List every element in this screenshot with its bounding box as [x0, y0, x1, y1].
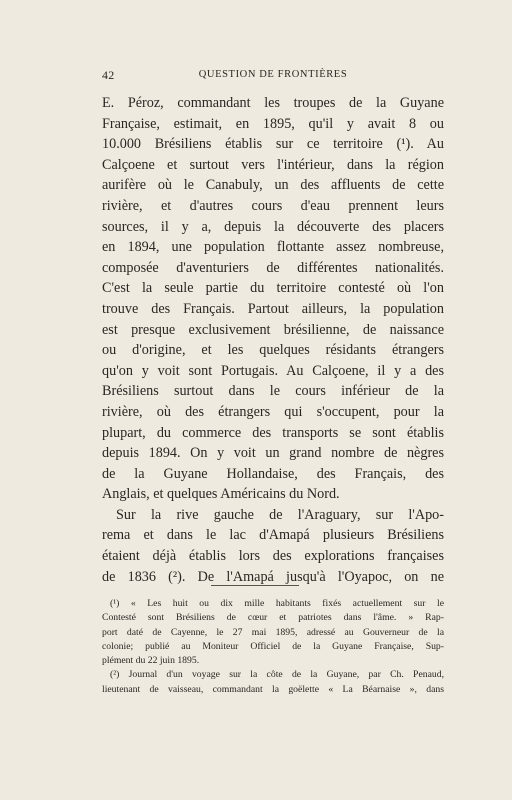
text-line: aurifère où le Canabuly, un des affluents de cette [102, 177, 444, 194]
text-line: Calçoene et surtout vers l'intérieur, dans la région [102, 156, 444, 173]
text-line: Anglais, et quelques Américains du Nord. [102, 486, 340, 503]
footnotes [102, 597, 444, 697]
text-line: 10.000 Brésiliens établis sur ce territoire (¹). Au [102, 136, 444, 153]
footnote-line: port daté de Cayenne, le 27 mai 1895, adressé au Gouverneur de la [102, 626, 444, 638]
text-line: plupart, du commerce des transports se sont établis [102, 424, 444, 441]
text-line: rivière, où des étrangers qui s'occupent, pour la [102, 403, 444, 420]
text-line: depuis 1894. On y voit un grand nombre de nègres [102, 445, 444, 462]
footnote-line: colonie; publié au Moniteur Officiel de la Guyane Française, Sup- [102, 640, 444, 652]
page-header [102, 68, 444, 84]
text-line: C'est la seule partie du territoire contesté où l'on [102, 280, 444, 297]
text-line: est presque exclusivement brésilienne, de naissance [102, 321, 444, 338]
footnote-line: lieutenant de vaisseau, commandant la goëlette « La Béarnaise », dans [102, 683, 444, 695]
text-line: composée d'aventuriers de différentes nationalités. [102, 259, 444, 276]
text-line: rema et dans le lac d'Amapá plusieurs Brésiliens [102, 527, 444, 544]
text-line: de 1836 (²). De l'Amapá jusqu'à l'Oyapoc, on ne [102, 568, 444, 585]
text-line: Brésiliens surtout dans le cours inférieur de la [102, 383, 444, 400]
footnote-line: plément du 22 juin 1895. [102, 655, 200, 667]
text-line: qu'on y voit sont Portugais. Au Calçoene, il y a des [102, 362, 444, 379]
footnote-line: (²) Journal d'un voyage sur la côte de la Guyane, par Ch. Penaud, [110, 669, 444, 681]
text-line: de la Guyane Hollandaise, des Français, des [102, 465, 444, 482]
text-line: Sur la rive gauche de l'Araguary, sur l'Apo- [116, 506, 444, 523]
footnote-divider [211, 585, 299, 586]
text-line: en 1894, une population flottante assez nombreuse, [102, 239, 444, 256]
text-line: E. Péroz, commandant les troupes de la Guyane [102, 95, 444, 111]
text-line: Française, estimait, en 1895, qu'il y avait 8 ou [102, 115, 444, 132]
body-text [102, 93, 444, 587]
footnote-line: (¹) « Les huit ou dix mille habitants fixés actuellement sur le [110, 598, 444, 609]
page-number: 42 [102, 68, 115, 82]
running-title: QUESTION DE FRONTIÈRES [198, 69, 348, 80]
text-line: étaient déjà établis lors des explorations françaises [102, 548, 444, 565]
footnote-line: Contesté sont Brésiliens de cœur et patriotes dans l'âme. » Rap- [102, 612, 444, 624]
text-line: sources, il y a, depuis la découverte des placers [102, 218, 444, 235]
text-line: ou d'origine, et les quelques résidants étrangers [102, 342, 444, 359]
text-line: trouve des Français. Partout ailleurs, la population [102, 300, 444, 317]
text-line: rivière, et d'autres cours d'eau prennent leurs [102, 197, 444, 214]
